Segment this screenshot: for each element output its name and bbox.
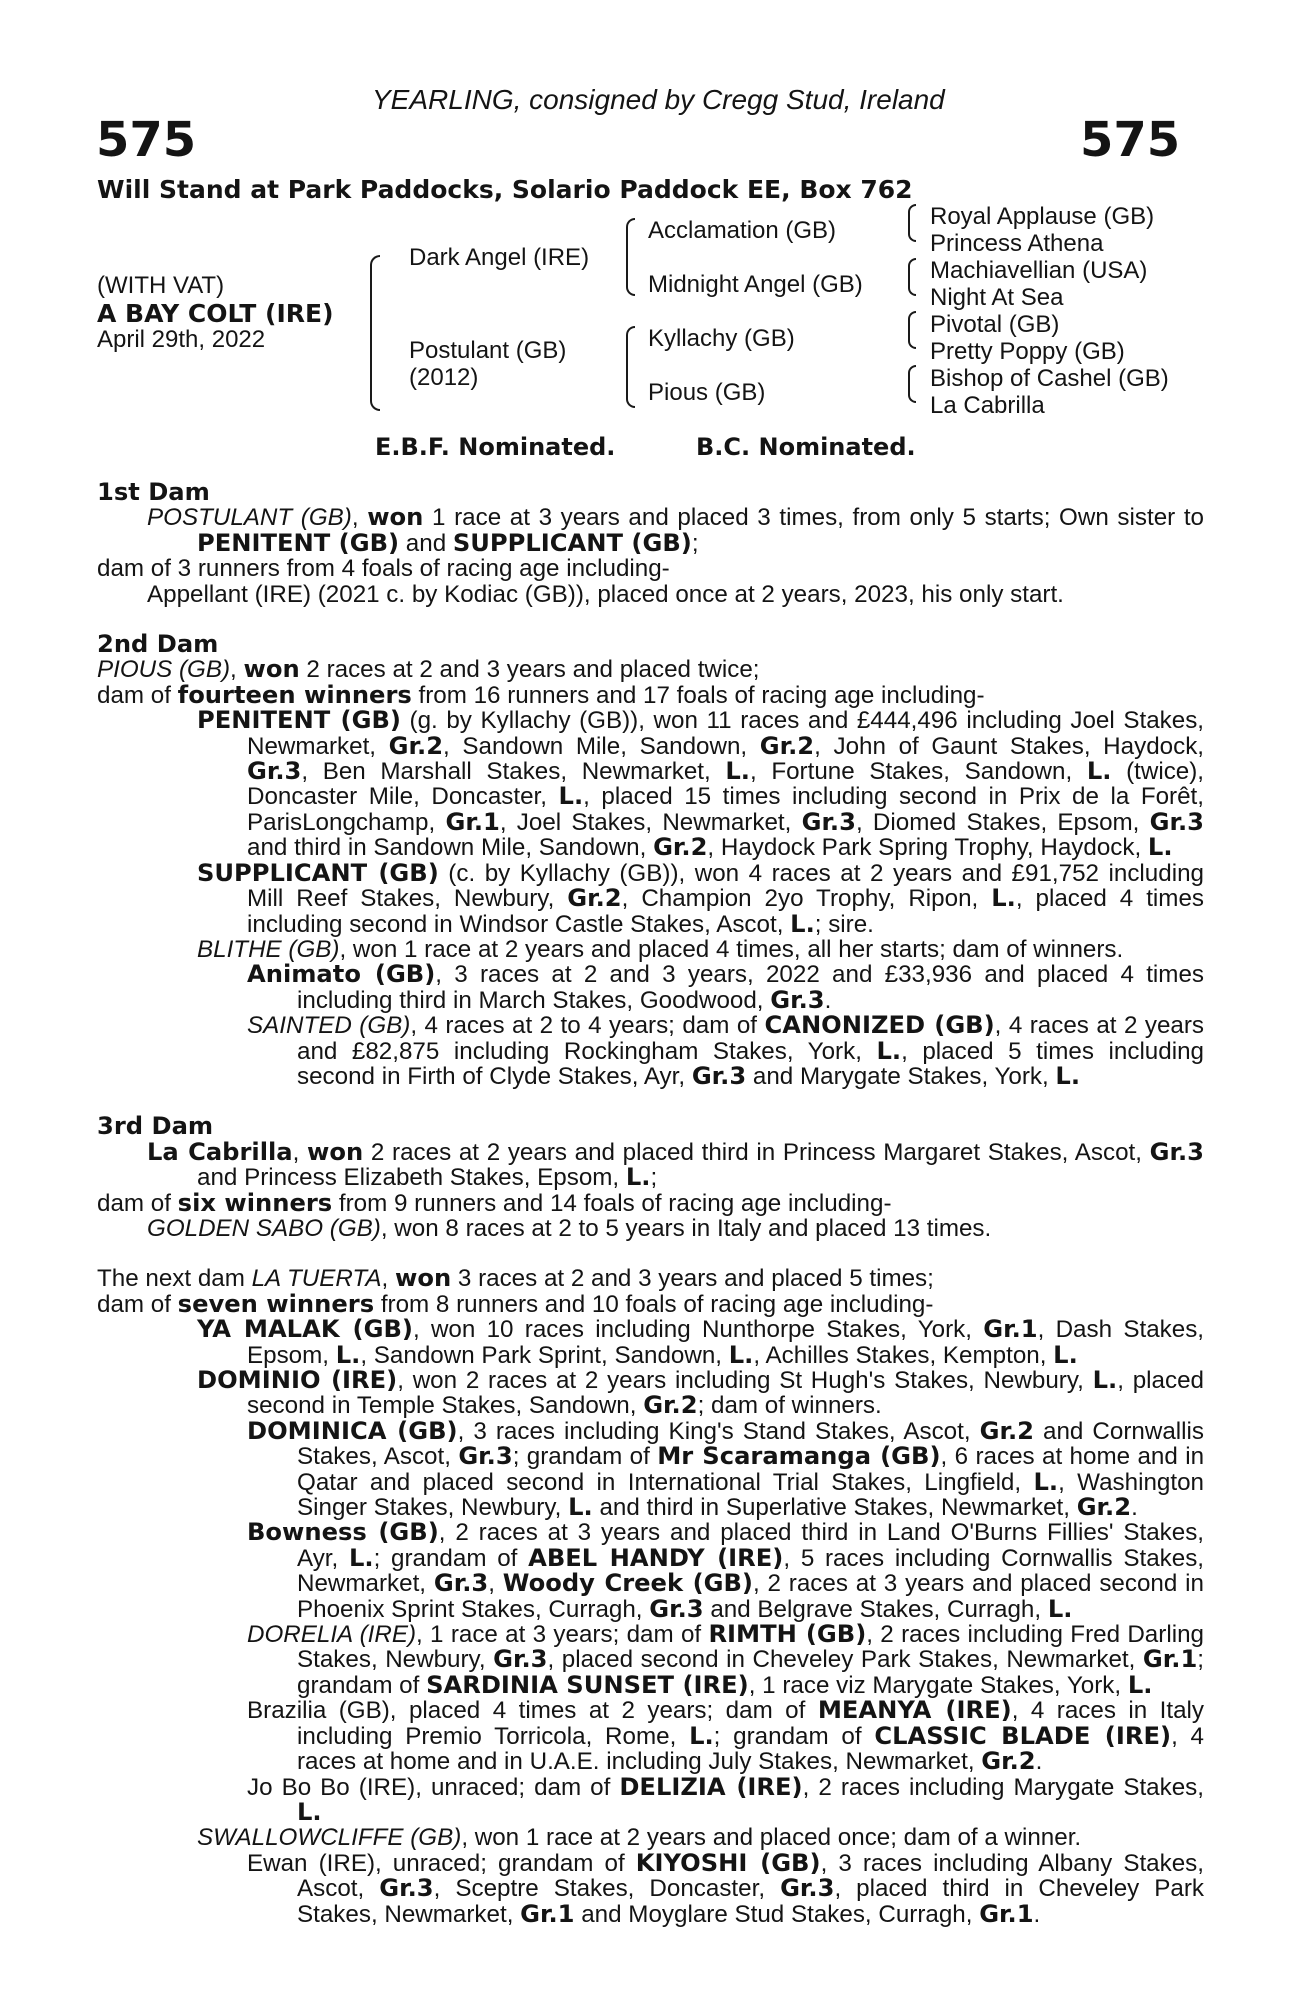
dam-name: Postulant (GB) bbox=[409, 337, 567, 364]
produce-record-golden-sabo: GOLDEN SABO (GB), won 8 races at 2 to 5 years in Italy and placed 13 times. bbox=[147, 1214, 992, 1242]
section-heading-3rd-dam: 3rd Dam bbox=[97, 1112, 214, 1141]
sire-name: Dark Angel (IRE) bbox=[409, 244, 590, 271]
produce-record-dominio: DOMINIO (IRE), won 2 races at 2 years including St Hugh's Stakes, Newbury, L., placed second in Temple Stakes, Sandown, Gr.2; dam of winners. bbox=[197, 1366, 1204, 1420]
fourth-dam-produce-summary: dam of seven winners from 8 runners and 10 foals of racing age including- bbox=[97, 1289, 934, 1318]
pedigree-brace-g4 bbox=[908, 365, 916, 403]
pedigree-brace-g2 bbox=[908, 258, 916, 296]
section-heading-1st-dam: 1st Dam bbox=[97, 478, 210, 506]
produce-record-brazilia: Brazilia (GB), placed 4 times at 2 years; dam of MEANYA (IRE), 4 races in Italy including Premio Torricola, Rome, L.; grandam of CLASSIC BLADE (IRE), 4 races at home and in U.A.E. including July Stakes, Newmarket, Gr.2. bbox=[247, 1696, 1205, 1776]
produce-record-sainted: SAINTED (GB), 4 races at 2 to 4 years; dam of CANONIZED (GB), 4 races at 2 years and £82,875 including Rockingham Stakes, York, L., placed 5 times including second in Firth of Clyde Stakes, Ayr, Gr.3 and Marygate Stakes, York, L. bbox=[247, 1011, 1204, 1090]
g3-ancestor: Bishop of Cashel (GB) bbox=[930, 365, 1169, 392]
g3-ancestor: Night At Sea bbox=[930, 284, 1064, 311]
sire-dam-name: Midnight Angel (GB) bbox=[648, 271, 863, 298]
produce-record-animato: Animato (GB), 3 races at 2 and 3 years, 2022 and £33,936 and placed 4 times including third in March Stakes, Goodwood, Gr.3. bbox=[247, 960, 1204, 1014]
produce-record-ya-malak: YA MALAK (GB), won 10 races including Nunthorpe Stakes, York, Gr.1, Dash Stakes, Epsom, L., Sandown Park Sprint, Sandown, L., Achilles Stakes, Kempton, L. bbox=[197, 1315, 1205, 1369]
lot-number-right: 575 bbox=[1080, 112, 1181, 168]
g3-ancestor: Pivotal (GB) bbox=[930, 311, 1060, 338]
catalogue-text bbox=[97, 480, 1204, 1927]
pedigree-brace-g1 bbox=[908, 204, 916, 242]
second-dam-record: PIOUS (GB), won 2 races at 2 and 3 years and placed twice; bbox=[97, 655, 760, 684]
second-dam-produce-summary: dam of fourteen winners from 16 runners and 17 foals of racing age including- bbox=[97, 680, 985, 709]
produce-record-jo-bo-bo: Jo Bo Bo (IRE), unraced; dam of DELIZIA (IRE), 2 races including Marygate Stakes, L. bbox=[247, 1772, 1204, 1826]
horse-name: A BAY COLT (IRE) bbox=[97, 299, 334, 328]
pedigree-brace-sire bbox=[626, 218, 635, 296]
produce-record-bowness: Bowness (GB), 2 races at 3 years and placed third in Land O'Burns Fillies' Stakes, Ayr, L.; grandam of ABEL HANDY (IRE), 5 races including Cornwallis Stakes, Newmarket, Gr.3, Woody Creek (GB), 2 races at 3 years and placed second in Phoenix Sprint Stakes, Curragh, Gr.3 and Belgrave Stakes, Curragh, L. bbox=[247, 1518, 1205, 1623]
pedigree-brace-main bbox=[370, 255, 380, 411]
lot-number-left: 575 bbox=[96, 112, 197, 168]
third-dam-record: La Cabrilla, won 2 races at 2 years and placed third in Princess Margaret Stakes, Ascot, Gr.3 and Princess Elizabeth Stakes, Epsom, L.; bbox=[147, 1137, 1204, 1192]
produce-record: Appellant (IRE) (2021 c. by Kodiac (GB)), placed once at 2 years, 2023, his only start. bbox=[147, 580, 1064, 608]
produce-record-dominica: DOMINICA (GB), 3 races including King's Stand Stakes, Ascot, Gr.2 and Cornwallis Stakes, Ascot, Gr.3; grandam of Mr Scaramanga (GB), 6 races at home and in Qatar and placed second in International Trial Stakes, Lingfield, L., Washington Singer Stakes, Newbury, L. and third in Superlative Stakes, Newmarket, Gr.2. bbox=[247, 1416, 1205, 1522]
g3-ancestor: Royal Applause (GB) bbox=[930, 203, 1155, 230]
produce-record-swallowcliffe: SWALLOWCLIFFE (GB), won 1 race at 2 years and placed once; dam of a winner. bbox=[197, 1824, 1082, 1852]
g3-ancestor: Machiavellian (USA) bbox=[930, 257, 1148, 284]
sire-sire-name: Acclamation (GB) bbox=[648, 217, 837, 244]
vat-label: (WITH VAT) bbox=[97, 272, 225, 299]
produce-record-ewan: Ewan (IRE), unraced; grandam of KIYOSHI (GB), 3 races including Albany Stakes, Ascot, Gr.3, Sceptre Stakes, Doncaster, Gr.3, placed third in Cheveley Park Stakes, Newmarket, Gr.1 and Moyglare Stud Stakes, Curragh, Gr.1. bbox=[247, 1848, 1205, 1928]
dam-dam-name: Pious (GB) bbox=[648, 379, 766, 406]
produce-record-blithe: BLITHE (GB), won 1 race at 2 years and placed 4 times, all her starts; dam of winners. bbox=[197, 935, 1124, 963]
g3-ancestor: La Cabrilla bbox=[930, 392, 1045, 419]
dam-year: (2012) bbox=[409, 364, 479, 391]
produce-record-penitent: PENITENT (GB) (g. by Kyllachy (GB)), won 11 races and £444,496 including Joel Stakes, Newmarket, Gr.2, Sandown Mile, Sandown, Gr.2, John of Gaunt Stakes, Haydock, Gr.3, Ben Marshall Stakes, Newmarket, L., Fortune Stakes, Sandown, L. (twice), Doncaster Mile, Doncaster, L., placed 15 times including second in Prix de la Forêt, ParisLongchamp, Gr.1, Joel Stakes, Newmarket, Gr.3, Diomed Stakes, Epsom, Gr.3 and third in Sandown Mile, Sandown, Gr.2, Haydock Park Spring Trophy, Haydock, L. bbox=[197, 706, 1205, 862]
sale-subtitle: YEARLING, consigned by Cregg Stud, Ireland bbox=[372, 84, 945, 115]
dam-sire-name: Kyllachy (GB) bbox=[648, 325, 795, 352]
produce-record-supplicant: SUPPLICANT (GB) (c. by Kyllachy (GB)), won 4 races at 2 years and £91,752 including Mill Reef Stakes, Newbury, Gr.2, Champion 2yo Trophy, Ripon, L., placed 4 times including second in Windsor Castle Stakes, Ascot, L.; sire. bbox=[197, 858, 1204, 938]
ebf-nominated: E.B.F. Nominated. bbox=[375, 433, 616, 461]
produce-record-dorelia: DORELIA (IRE), 1 race at 3 years; dam of RIMTH (GB), 2 races including Fred Darling Stakes, Newbury, Gr.3, placed second in Cheveley Park Stakes, Newmarket, Gr.1; grandam of SARDINIA SUNSET (IRE), 1 race viz Marygate Stakes, York, L. bbox=[247, 1620, 1205, 1699]
dam-produce-summary: dam of 3 runners from 4 foals of racing age including- bbox=[97, 555, 670, 583]
pedigree-brace-dam bbox=[626, 326, 635, 408]
section-heading-2nd-dam: 2nd Dam bbox=[97, 630, 219, 659]
stand-location: Will Stand at Park Paddocks, Solario Paddock EE, Box 762 bbox=[97, 175, 913, 204]
bc-nominated: B.C. Nominated. bbox=[696, 433, 916, 461]
fourth-dam-record: The next dam LA TUERTA, won 3 races at 2 and 3 years and placed 5 times; bbox=[97, 1264, 934, 1293]
pedigree-brace-g3 bbox=[908, 311, 916, 349]
dam-record: POSTULANT (GB), won 1 race at 3 years and placed 3 times, from only 5 starts; Own sister to PENITENT (GB) and SUPPLICANT (GB); bbox=[147, 503, 1204, 557]
third-dam-produce-summary: dam of six winners from 9 runners and 14 foals of racing age including- bbox=[97, 1188, 892, 1217]
g3-ancestor: Princess Athena bbox=[930, 230, 1104, 257]
g3-ancestor: Pretty Poppy (GB) bbox=[930, 338, 1125, 365]
horse-dob: April 29th, 2022 bbox=[97, 326, 266, 353]
